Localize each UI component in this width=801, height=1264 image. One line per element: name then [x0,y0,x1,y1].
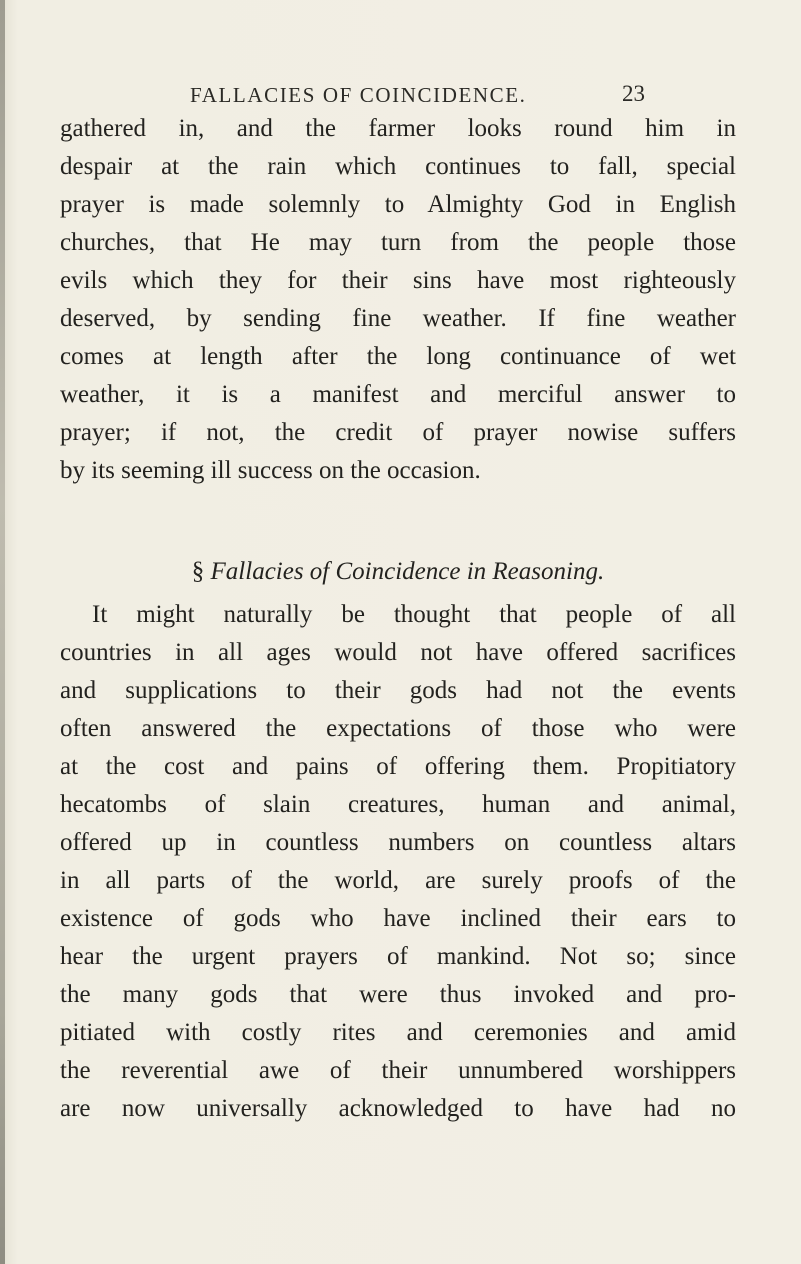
text-line: gathered in, and the farmer looks round him in [60,115,736,142]
section-mark: § [191,558,205,585]
text-line: pitiated with costly rites and ceremonies and amid [60,1019,736,1046]
section-title: Fallacies of Coincidence in Reasoning. [210,558,605,585]
text-line: deserved, by sending fine weather. If fine weather [60,305,736,332]
text-line: by its seeming ill success on the occasion. [60,457,481,484]
text-line: countries in all ages would not have offered sacrifices [60,639,736,666]
text-line: hear the urgent prayers of mankind. Not so; since [60,943,736,970]
text-line: at the cost and pains of offering them. Propitiatory [60,753,736,780]
text-line: evils which they for their sins have most righteously [60,267,736,294]
paragraph-2 [60,596,736,1128]
text-line: prayer; if not, the credit of prayer nowise suffers [60,419,736,446]
text-line: prayer is made solemnly to Almighty God in English [60,191,736,218]
text-line: the reverential awe of their unnumbered worshippers [60,1057,736,1084]
text-line: churches, that He may turn from the people those [60,229,736,256]
text-line: are now universally acknowledged to have had no [60,1095,736,1122]
text-line: weather, it is a manifest and merciful answer to [60,381,736,408]
page-binding-edge [0,0,5,1264]
text-line: existence of gods who have inclined their ears to [60,905,736,932]
text-line: despair at the rain which continues to fall, special [60,153,736,180]
text-line: and supplications to their gods had not the events [60,677,736,704]
paragraph-1 [60,110,736,490]
text-line: in all parts of the world, are surely proofs of the [60,867,736,894]
text-line: often answered the expectations of those who were [60,715,736,742]
text-line: offered up in countless numbers on countless altars [60,829,736,856]
text-line: comes at length after the long continuance of wet [60,343,736,370]
page-number: 23 [622,81,645,106]
text-line: It might naturally be thought that people of all [92,601,736,628]
section-heading [60,553,736,591]
text-line: the many gods that were thus invoked and pro- [60,981,736,1008]
text-line: hecatombs of slain creatures, human and animal, [60,791,736,818]
running-head: FALLACIES OF COINCIDENCE. [190,83,527,107]
